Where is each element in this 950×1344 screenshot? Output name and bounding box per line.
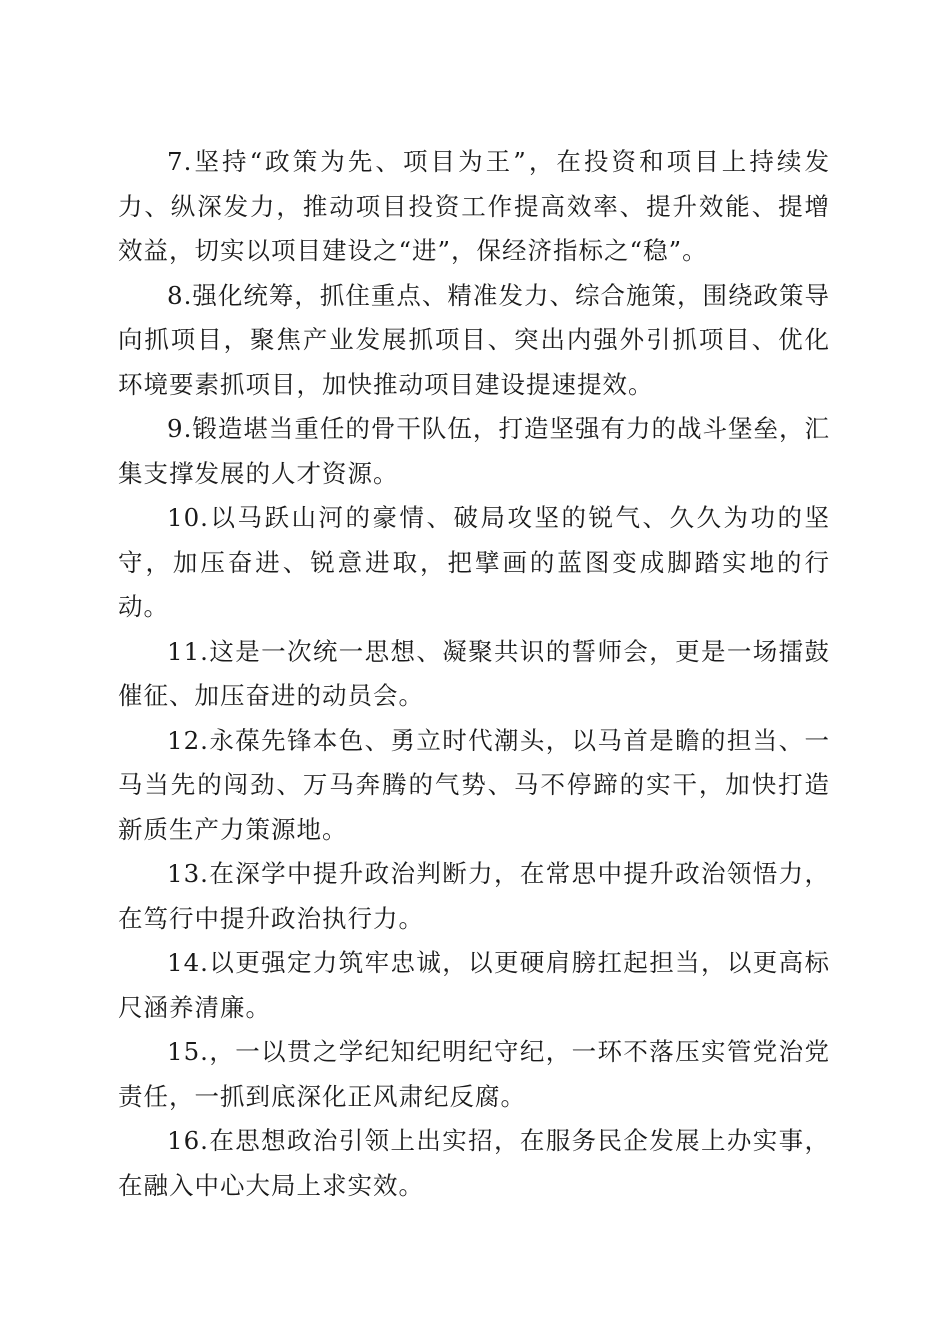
paragraph-7: 7.坚持“政策为先、项目为王”，在投资和项目上持续发力、纵深发力，推动项目投资工作提高效率、提升效能、提增效益，切实以项目建设之“进”，保经济指标之“稳”。 bbox=[118, 147, 830, 265]
paragraph-8: 8.强化统筹，抓住重点、精准发力、综合施策，围绕政策导向抓项目，聚焦产业发展抓项目、突出内强外引抓项目、优化环境要素抓项目，加快推动项目建设提速提效。 bbox=[118, 280, 830, 399]
paragraph-12: 12.永葆先锋本色、勇立时代潮头，以马首是瞻的担当、一马当先的闯劲、万马奔腾的气势、马不停蹄的实干，加快打造新质生产力策源地。 bbox=[118, 725, 830, 844]
paragraph-9: 9.锻造堪当重任的骨干队伍，打造坚强有力的战斗堡垒，汇集支撑发展的人才资源。 bbox=[118, 414, 830, 488]
paragraph-13: 13.在深学中提升政治判断力，在常思中提升政治领悟力，在笃行中提升政治执行力。 bbox=[118, 859, 830, 933]
document-body bbox=[118, 140, 830, 1208]
paragraph-15: 15.，一以贯之学纪知纪明纪守纪，一环不落压实管党治党责任，一抓到底深化正风肃纪反腐。 bbox=[118, 1037, 830, 1111]
paragraph-14: 14.以更强定力筑牢忠诚，以更硬肩膀扛起担当，以更高标尺涵养清廉。 bbox=[118, 948, 830, 1022]
paragraph-16: 16.在思想政治引领上出实招，在服务民企发展上办实事，在融入中心大局上求实效。 bbox=[118, 1126, 830, 1200]
paragraph-10: 10.以马跃山河的豪情、破局攻坚的锐气、久久为功的坚守，加压奋进、锐意进取，把擘画的蓝图变成脚踏实地的行动。 bbox=[118, 503, 830, 621]
paragraph-11: 11.这是一次统一思想、凝聚共识的誓师会，更是一场擂鼓催征、加压奋进的动员会。 bbox=[118, 636, 830, 710]
